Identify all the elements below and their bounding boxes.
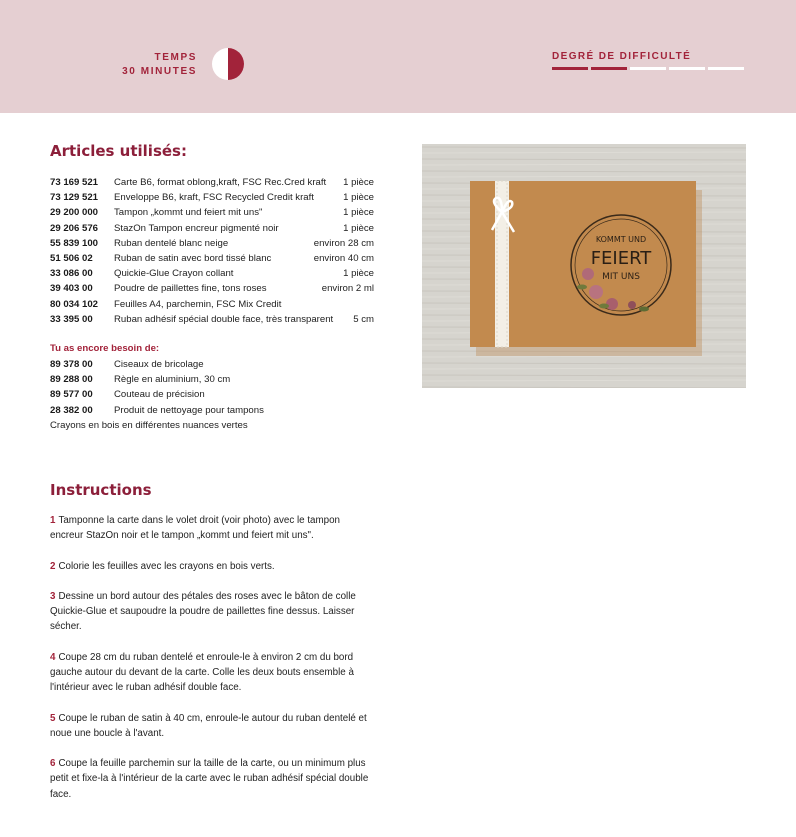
article-row bbox=[50, 281, 374, 296]
article-desc: Ruban de satin avec bord tissé blanc bbox=[114, 252, 272, 264]
product-photo bbox=[422, 144, 746, 388]
step-text: Coupe la feuille parchemin sur la taille de la carte, ou un minimum plus petit et fixe-la à l'intérieur de la carte avec le ruban adhésif spécial double face. bbox=[50, 758, 369, 800]
article-row bbox=[50, 312, 374, 327]
needed-code: 89 378 00 bbox=[50, 359, 93, 370]
clock-pie-icon bbox=[211, 47, 245, 81]
time-label: TEMPS bbox=[154, 52, 197, 63]
needed-row bbox=[50, 403, 374, 418]
step-number: 5 bbox=[50, 712, 56, 724]
instruction-step bbox=[50, 650, 374, 696]
article-row bbox=[50, 190, 374, 205]
article-code: 73 129 521 bbox=[50, 192, 99, 204]
articles-title: Articles utilisés: bbox=[50, 142, 187, 160]
article-row bbox=[50, 236, 374, 251]
article-qty: 1 pièce bbox=[343, 177, 374, 188]
instruction-step bbox=[50, 756, 374, 802]
needed-row bbox=[50, 372, 374, 387]
article-desc: Tampon „kommt und feiert mit uns" bbox=[114, 207, 263, 219]
article-desc: Quickie-Glue Crayon collant bbox=[114, 268, 234, 280]
time-block bbox=[122, 51, 197, 79]
article-desc: Enveloppe B6, kraft, FSC Recycled Credit kraft bbox=[114, 192, 314, 204]
needed-row bbox=[50, 387, 374, 402]
needed-extra: Crayons en bois en différentes nuances vertes bbox=[50, 419, 248, 431]
needed-desc: Couteau de précision bbox=[114, 389, 205, 401]
article-desc: Poudre de paillettes fine, tons roses bbox=[114, 283, 267, 295]
article-code: 39 403 00 bbox=[50, 283, 93, 295]
needed-code: 28 382 00 bbox=[50, 404, 93, 416]
needed-desc: Ciseaux de bricolage bbox=[114, 359, 204, 370]
step-text: Colorie les feuilles avec les crayons en bois verts. bbox=[58, 560, 275, 572]
article-code: 29 206 576 bbox=[50, 222, 99, 234]
article-row bbox=[50, 221, 374, 236]
article-desc: Ruban dentelé blanc neige bbox=[114, 237, 229, 249]
step-number: 2 bbox=[50, 560, 56, 572]
step-text: Tamponne la carte dans le volet droit (voir photo) avec le tampon encreur StazOn noir et le tampon „kommt und feiert mit uns". bbox=[50, 515, 340, 542]
needed-title: Tu as encore besoin de: bbox=[50, 343, 160, 354]
instruction-step bbox=[50, 711, 374, 741]
needed-code: 89 288 00 bbox=[50, 374, 93, 386]
step-text: Coupe 28 cm du ruban dentelé et enroule-le à environ 2 cm du bord gauche autour du devant de la carte. Colle les deux bouts ensemble à l'intérieur avec le ruban adhésif double face. bbox=[50, 651, 354, 694]
article-row bbox=[50, 175, 374, 190]
article-desc: Ruban adhésif spécial double face, très transparent bbox=[114, 313, 334, 325]
difficulty-segment bbox=[708, 67, 744, 70]
difficulty-segment bbox=[630, 67, 666, 70]
step-number: 3 bbox=[50, 590, 56, 602]
article-code: 51 506 02 bbox=[50, 252, 93, 264]
header-band bbox=[0, 0, 796, 113]
difficulty-segment bbox=[591, 67, 627, 70]
instruction-step bbox=[50, 513, 374, 543]
article-row bbox=[50, 205, 374, 220]
article-qty: environ 40 cm bbox=[313, 252, 374, 264]
stamp-text-3: MIT UNS bbox=[602, 272, 640, 282]
instructions-list bbox=[50, 513, 374, 817]
step-text: Coupe le ruban de satin à 40 cm, enroule-le autour du ruban dentelé et noue une boucle à l'avant. bbox=[50, 712, 367, 739]
needed-list bbox=[50, 357, 374, 433]
article-row bbox=[50, 266, 374, 281]
article-qty: 5 cm bbox=[353, 313, 374, 325]
difficulty-segment bbox=[552, 67, 588, 70]
time-value: 30 MINUTES bbox=[122, 66, 197, 77]
article-code: 73 169 521 bbox=[50, 177, 99, 188]
stamp-text-2: FEIERT bbox=[590, 248, 652, 269]
article-code: 33 086 00 bbox=[50, 268, 93, 280]
stamp-text-1: KOMMT UND bbox=[595, 235, 647, 244]
article-desc: Carte B6, format oblong,kraft, FSC Rec.Cred kraft bbox=[114, 177, 327, 188]
step-number: 6 bbox=[50, 758, 56, 770]
article-qty: 1 pièce bbox=[343, 222, 374, 234]
needed-desc: Règle en aluminium, 30 cm bbox=[114, 374, 231, 386]
article-qty: environ 28 cm bbox=[313, 237, 374, 249]
article-qty: 1 pièce bbox=[343, 207, 374, 219]
articles-list bbox=[50, 175, 374, 327]
instruction-step bbox=[50, 589, 374, 635]
article-code: 55 839 100 bbox=[50, 237, 99, 249]
article-code: 29 200 000 bbox=[50, 207, 99, 219]
step-number: 1 bbox=[50, 515, 56, 526]
article-qty: environ 2 ml bbox=[321, 283, 374, 295]
needed-code: 89 577 00 bbox=[50, 389, 93, 401]
step-text: Dessine un bord autour des pétales des roses avec le bâton de colle Quickie-Glue et saupoudre la poudre de paillettes fine dessus. Laisser sécher. bbox=[50, 590, 356, 633]
needed-row bbox=[50, 357, 374, 372]
difficulty-segment bbox=[669, 67, 705, 70]
step-number: 4 bbox=[50, 651, 56, 663]
article-row bbox=[50, 297, 374, 312]
article-qty: 1 pièce bbox=[343, 268, 374, 280]
article-desc: StazOn Tampon encreur pigmenté noir bbox=[114, 222, 279, 234]
article-code: 33 395 00 bbox=[50, 313, 93, 325]
instruction-step bbox=[50, 559, 374, 574]
article-code: 80 034 102 bbox=[50, 298, 99, 310]
article-row bbox=[50, 251, 374, 266]
difficulty-label: DEGRÉ DE DIFFICULTÉ bbox=[552, 51, 692, 62]
needed-desc: Produit de nettoyage pour tampons bbox=[114, 404, 264, 416]
article-qty: 1 pièce bbox=[343, 192, 374, 204]
instructions-title: Instructions bbox=[50, 481, 152, 499]
article-desc: Feuilles A4, parchemin, FSC Mix Credit bbox=[114, 298, 282, 310]
